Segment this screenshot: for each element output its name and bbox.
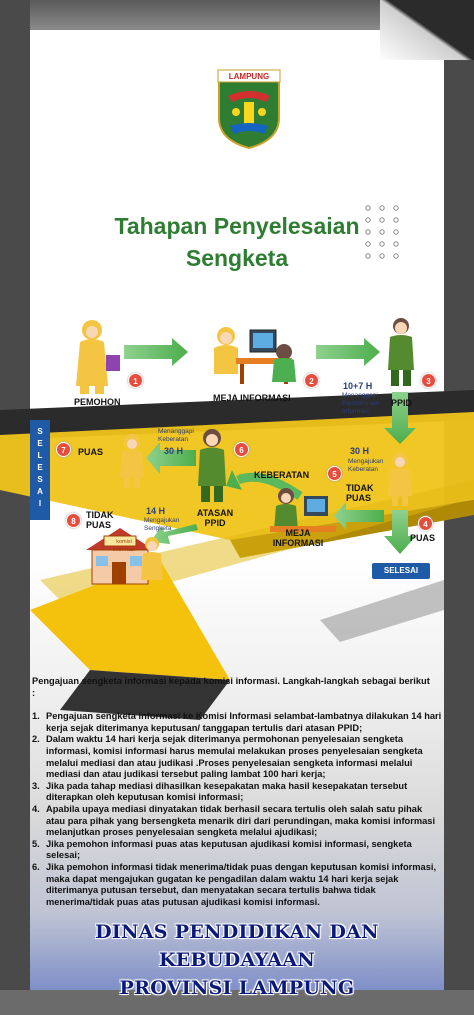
label-left-note: Mengajukan Sengketa	[144, 517, 180, 532]
list-text: Pengajuan sengketa informasi ke Komisi Informasi selambat-lambatnya dilakukan 14 hari kerja sejak diterimanya keputusan/ tanggapan tertulis dari atasan PPID;	[46, 711, 442, 733]
step-number-1: 1	[128, 373, 143, 388]
meja-informasi-figure	[214, 327, 296, 384]
meja-informasi-2-figure	[270, 488, 336, 532]
label-ppid-note: Menanggapi Permohonan Informasi	[342, 392, 380, 415]
label-atasan-note: Menanggapi Keberatan	[158, 428, 194, 443]
label-puas-right: PUAS	[410, 533, 436, 543]
arrow-2-to-3	[316, 338, 380, 366]
pemohon-right-figure	[388, 452, 412, 506]
arrow-1-to-2	[124, 338, 188, 366]
label-tidak-puas-right: TIDAK PUAS	[346, 483, 374, 503]
label-pemohon: PEMOHON	[74, 397, 121, 407]
puas-left-figure	[120, 434, 144, 488]
selesai-letter: L	[37, 451, 43, 460]
label-puas-left: PUAS	[78, 447, 104, 457]
list-text: Dalam waktu 14 hari kerja sejak diterimanya permohonan penyelesaian sengketa informasi, komisi informasi harus memulai melakukan proses penyelesaian sengketa melalui mediasi dan atau judikasi .Proses penyelesaian sengketa informasi melalui mediasi dan atau judikasi tersebut paling lambat 100 hari kerja;	[46, 734, 423, 780]
list-text: Apabila upaya mediasi dinyatakan tidak berhasil secara tertulis oleh salah satu pihak atau para pihak yang bersengketa menarik diri dari perundingan, maka komisi informasi melanjutkan proses penyelesaian sengketa melalui ajudikasi;	[46, 803, 436, 838]
logo-pillar	[244, 102, 254, 124]
list-text: Jika pemohon informasi puas atas keputusan ajudikasi komisi informasi, sengketa selesai;	[46, 838, 412, 861]
lampung-logo	[214, 68, 284, 150]
list-number: 1.	[32, 711, 40, 722]
komisi-pemohon-figure	[141, 537, 163, 580]
selesai-letter: S	[37, 475, 43, 484]
logo-star-left	[232, 108, 240, 116]
step-number-4: 4	[418, 516, 433, 531]
list-item	[32, 839, 442, 862]
list-number: 4.	[32, 803, 40, 814]
step-number-5: 5	[327, 466, 342, 481]
logo-star-right	[258, 108, 266, 116]
step-number-7: 7	[56, 442, 71, 457]
list-item	[32, 734, 442, 780]
arrow-to-meja	[334, 502, 384, 530]
selesai-letter: E	[37, 439, 43, 448]
list-number: 2.	[32, 734, 40, 745]
decorative-dots	[362, 204, 402, 264]
list-item	[32, 862, 442, 908]
step-number-3: 3	[421, 373, 436, 388]
label-atasan-ppid: ATASAN PPID	[196, 508, 234, 528]
label-building-sign: komisi informasi	[112, 539, 136, 553]
label-meja-informasi-2: MEJA INFORMASI	[272, 528, 324, 548]
intro-text: Pengajuan sengketa informasi kepada komisi informasi. Langkah-langkah sebagai berikut :	[32, 676, 430, 698]
selesai-vertical-bar	[30, 420, 50, 520]
label-meja-informasi: MEJA INFORMASI	[213, 393, 291, 403]
list-item	[32, 781, 442, 804]
page-title	[60, 210, 414, 274]
step-number-2: 2	[304, 373, 319, 388]
page-curl	[380, 0, 474, 60]
list-item	[32, 711, 442, 734]
atasan-ppid-figure	[198, 429, 226, 502]
list-item	[32, 804, 442, 839]
logo-banner-text: LAMPUNG	[228, 72, 270, 81]
list-text: Jika pada tahap mediasi dihasilkan kesepakatan maka hasil kesepakatan tersebut diterapkan oleh keputusan komisi informasi;	[46, 780, 408, 803]
footer-line-2: PROVINSI LAMPUNG	[119, 977, 355, 999]
selesai-letter: A	[37, 487, 43, 496]
list-text: Jika pemohon informasi tidak menerima/tidak puas dengan keputusan komisi informasi, maka dapat mengajukan gugatan ke pengadilan dalam waktu 14 hari kerja sejak diterimanya putusan tersebut, dan menyatakan secara tertulis bahwa tidak menerima/tidak puas atas putusan ajudikasi komisi informasi.	[46, 861, 437, 907]
selesai-letter: S	[37, 427, 43, 436]
pemohon-figure	[76, 320, 120, 394]
title-line-1: Tahapan Penyelesaian	[114, 213, 360, 239]
label-left-time: 14 H	[146, 506, 166, 516]
steps-text	[32, 676, 442, 908]
ppid-figure	[388, 318, 414, 386]
arrow-4-down	[384, 510, 416, 554]
label-ppid-time: 10+7 H	[343, 381, 373, 391]
label-keberatan: KEBERATAN	[254, 470, 310, 480]
step-number-6: 6	[234, 442, 249, 457]
label-ppid: PPID	[391, 398, 413, 408]
footer-line-1: DINAS PENDIDIKAN DAN KEBUDAYAAN	[95, 921, 379, 971]
selesai-letter: I	[38, 499, 42, 508]
footer-institution	[30, 918, 444, 1002]
selesai-letter: E	[37, 463, 43, 472]
step-number-8: 8	[66, 513, 81, 528]
steps-list	[32, 711, 442, 908]
label-tidak-puas-left: TIDAK PUAS	[86, 510, 114, 530]
title-line-2: Sengketa	[185, 245, 289, 271]
list-number: 6.	[32, 861, 40, 872]
label-step4-time: 30 H	[350, 446, 370, 456]
label-atasan-time: 30 H	[164, 446, 184, 456]
selesai-badge: SELESAI	[372, 563, 430, 579]
label-step4-note: Mengajukan Keberatan	[348, 458, 384, 473]
list-number: 3.	[32, 780, 40, 791]
list-number: 5.	[32, 838, 40, 849]
